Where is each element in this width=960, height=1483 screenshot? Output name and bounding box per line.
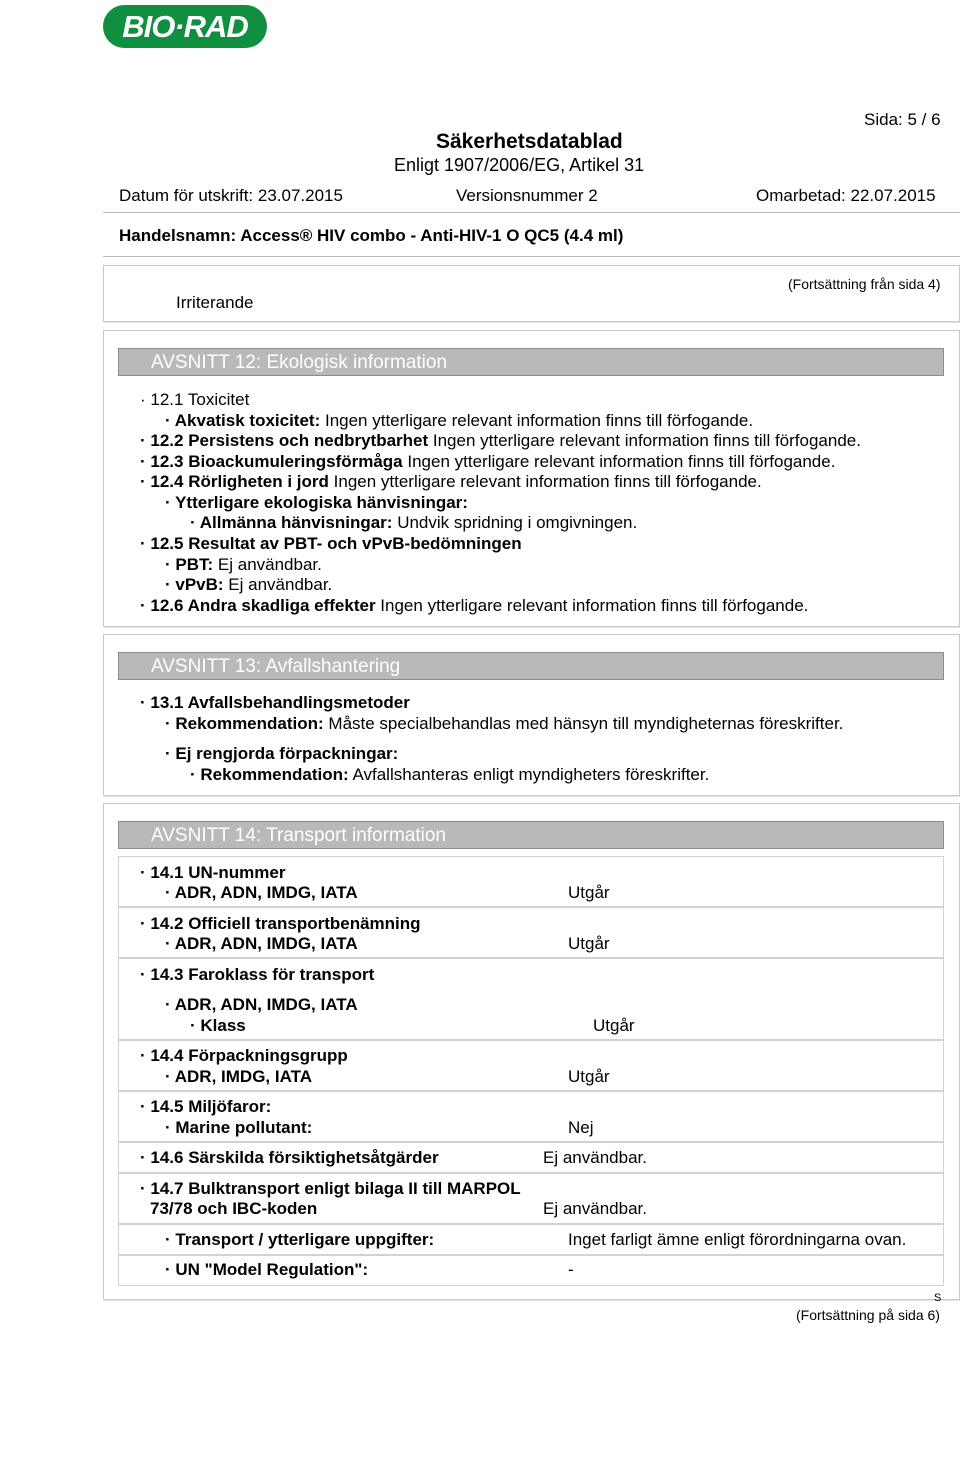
s14-packing-group-label: · 14.4 Förpackningsgrupp — [140, 1046, 348, 1065]
s12-mobility: · 12.4 Rörligheten i jord Ingen ytterligare relevant information finns till förfogande. — [140, 472, 762, 491]
s13-uncleaned-packaging: · Ej rengjorda förpackningar: — [165, 744, 399, 763]
s12-persistence: · 12.2 Persistens och nedbrytbarhet Ingen ytterligare relevant information finns till förfogande. — [140, 431, 861, 450]
previous-section-text: Irriterande — [176, 293, 254, 312]
print-date: Datum för utskrift: 23.07.2015 — [119, 186, 343, 205]
page-number: Sida: 5 / 6 — [864, 110, 941, 129]
section-14-heading: AVSNITT 14: Transport information — [118, 821, 944, 849]
s12-other-effects: · 12.6 Andra skadliga effekter Ingen ytterligare relevant information finns till förfogande. — [140, 596, 809, 615]
s12-further-references: · Ytterligare ekologiska hänvisningar: — [165, 493, 468, 512]
s13-methods: · 13.1 Avfallsbehandlingsmetoder — [140, 693, 410, 712]
revised-date: Omarbetad: 22.07.2015 — [756, 186, 936, 205]
s12-pbt-heading: · 12.5 Resultat av PBT- och vPvB-bedömningen — [140, 534, 522, 553]
s12-bioaccumulation: · 12.3 Bioackumuleringsförmåga Ingen ytterligare relevant information finns till förfogande. — [140, 452, 836, 471]
s14-additional-value: Inget farligt ämne enligt förordningarna ovan. — [568, 1230, 907, 1249]
s14-packing-group-modes: · ADR, IMDG, IATA — [165, 1067, 312, 1086]
header-divider — [103, 212, 960, 213]
s14-un-number-label: · 14.1 UN-nummer — [140, 863, 286, 882]
trade-name: Handelsnamn: Access® HIV combo - Anti-HIV-1 O QC5 (4.4 ml) — [119, 226, 624, 245]
s14-marine-pollutant-value: Nej — [568, 1118, 594, 1137]
s14-shipping-name-label: · 14.2 Officiell transportbenämning — [140, 914, 421, 933]
s14-class-value: Utgår — [593, 1016, 635, 1035]
s13-packaging-recommendation: · Rekommendation: Avfallshanteras enligt myndigheters föreskrifter. — [190, 765, 710, 784]
s14-precautions-label: · 14.6 Särskilda försiktighetsåtgärder — [140, 1148, 439, 1167]
s14-additional-label: · Transport / ytterligare uppgifter: — [165, 1230, 435, 1249]
s14-un-number-modes: · ADR, ADN, IMDG, IATA — [165, 883, 358, 902]
s14-bulk-transport-label: · 14.7 Bulktransport enligt bilaga II till MARPOL — [140, 1179, 521, 1198]
s14-hazard-class-label: · 14.3 Faroklass för transport — [140, 965, 375, 984]
s12-toxicity: · 12.1 Toxicitet — [140, 390, 250, 409]
continuation-from: (Fortsättning från sida 4) — [788, 276, 941, 292]
section-12-heading: AVSNITT 12: Ekologisk information — [118, 348, 944, 376]
s12-aquatic: · Akvatisk toxicitet: Ingen ytterligare relevant information finns till förfogande. — [165, 411, 754, 430]
s14-bulk-transport-value: Ej användbar. — [543, 1199, 647, 1218]
s14-model-regulation-value: - — [568, 1260, 574, 1279]
s14-shipping-name-value: Utgår — [568, 934, 610, 953]
s14-class-label: · Klass — [190, 1016, 246, 1035]
s14-bulk-transport-label-2: 73/78 och IBC-koden — [150, 1199, 318, 1218]
s14-hazard-class-modes: · ADR, ADN, IMDG, IATA — [165, 995, 358, 1014]
document-subtitle: Enligt 1907/2006/EG, Artikel 31 — [394, 155, 645, 175]
s14-precautions-value: Ej användbar. — [543, 1148, 647, 1167]
s12-vpvb: · vPvB: Ej användbar. — [165, 575, 333, 594]
s14-environmental-label: · 14.5 Miljöfaror: — [140, 1097, 272, 1116]
s13-recommendation: · Rekommendation: Måste specialbehandlas med hänsyn till myndigheternas föreskrifter. — [165, 714, 844, 733]
continuation-box — [103, 265, 960, 322]
s14-marine-pollutant-label: · Marine pollutant: — [165, 1118, 313, 1137]
s12-general-notes: · Allmänna hänvisningar: Undvik spridning i omgivningen. — [190, 513, 638, 532]
section-13-heading: AVSNITT 13: Avfallshantering — [118, 652, 944, 680]
s14-packing-group-value: Utgår — [568, 1067, 610, 1086]
header-divider-2 — [103, 256, 960, 257]
s12-pbt: · PBT: Ej användbar. — [165, 555, 322, 574]
s14-model-regulation-label: · UN "Model Regulation": — [165, 1260, 369, 1279]
version-number: Versionsnummer 2 — [456, 186, 598, 205]
footer-mark: S — [934, 1292, 942, 1304]
s14-un-number-value: Utgår — [568, 883, 610, 902]
continuation-to: (Fortsättning på sida 6) — [796, 1307, 940, 1323]
document-title: Säkerhetsdatablad — [436, 130, 623, 153]
bio-rad-logo: BIO·RAD — [103, 5, 267, 48]
s14-shipping-name-modes: · ADR, ADN, IMDG, IATA — [165, 934, 358, 953]
